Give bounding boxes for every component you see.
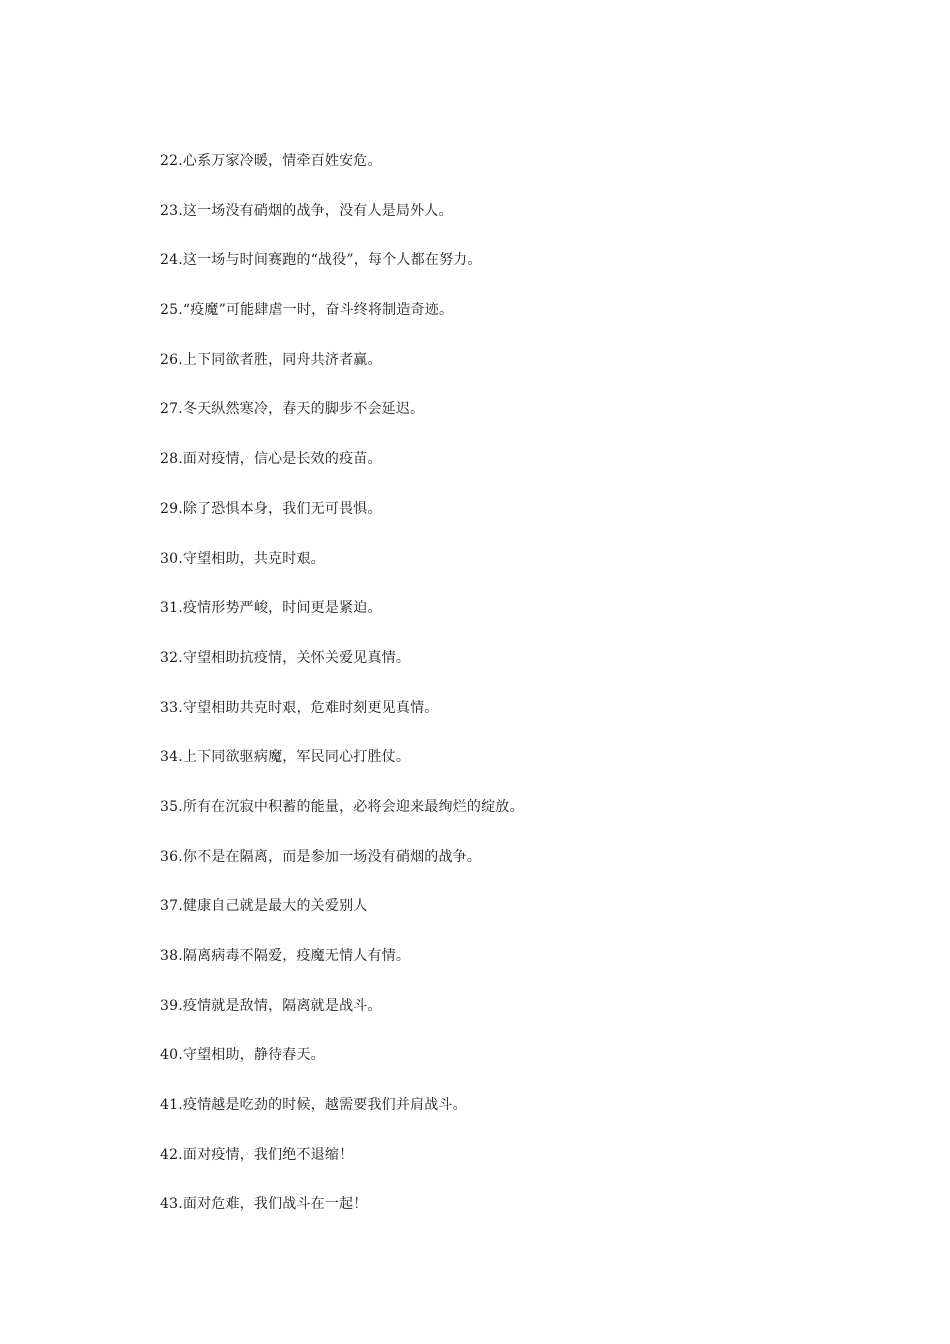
list-item: 37.健康自己就是最大的关爱别人 [160,898,368,915]
list-item: 29.除了恐惧本身，我们无可畏惧。 [160,500,382,517]
slogan-list [160,150,524,1243]
list-item: 39.疫情就是敌情，隔离就是战斗。 [160,997,382,1014]
list-item: 25.“疫魔”可能肆虐一时，奋斗终将制造奇迹。 [160,302,454,319]
list-item: 24.这一场与时间赛跑的“战役”，每个人都在努力。 [160,252,482,269]
list-item: 32.守望相助抗疫情，关怀关爱见真情。 [160,649,411,666]
list-item: 43.面对危难，我们战斗在一起！ [160,1196,368,1213]
list-item: 40.守望相助，静待春天。 [160,1047,325,1064]
list-item: 42.面对疫情，我们绝不退缩！ [160,1146,354,1163]
list-item: 30.守望相助，共克时艰。 [160,550,325,567]
list-item: 34.上下同欲驱病魔，军民同心打胜仗。 [160,749,411,766]
list-item: 23.这一场没有硝烟的战争，没有人是局外人。 [160,202,453,219]
list-item: 36.你不是在隔离，而是参加一场没有硝烟的战争。 [160,848,482,865]
list-item: 26.上下同欲者胜，同舟共济者赢。 [160,351,382,368]
list-item: 41.疫情越是吃劲的时候，越需要我们并肩战斗。 [160,1097,467,1114]
list-item: 31.疫情形势严峻，时间更是紧迫。 [160,600,382,617]
list-item: 28.面对疫情，信心是长效的疫苗。 [160,451,382,468]
list-item: 38.隔离病毒不隔爱，疫魔无情人有情。 [160,948,411,964]
list-item: 27.冬天纵然寒冷，春天的脚步不会延迟。 [160,401,425,418]
list-item: 22.心系万家冷暖，情牵百姓安危。 [160,153,382,169]
list-item: 35.所有在沉寂中积蓄的能量，必将会迎来最绚烂的绽放。 [160,798,524,815]
list-item: 33.守望相助共克时艰，危难时刻更见真情。 [160,699,439,716]
